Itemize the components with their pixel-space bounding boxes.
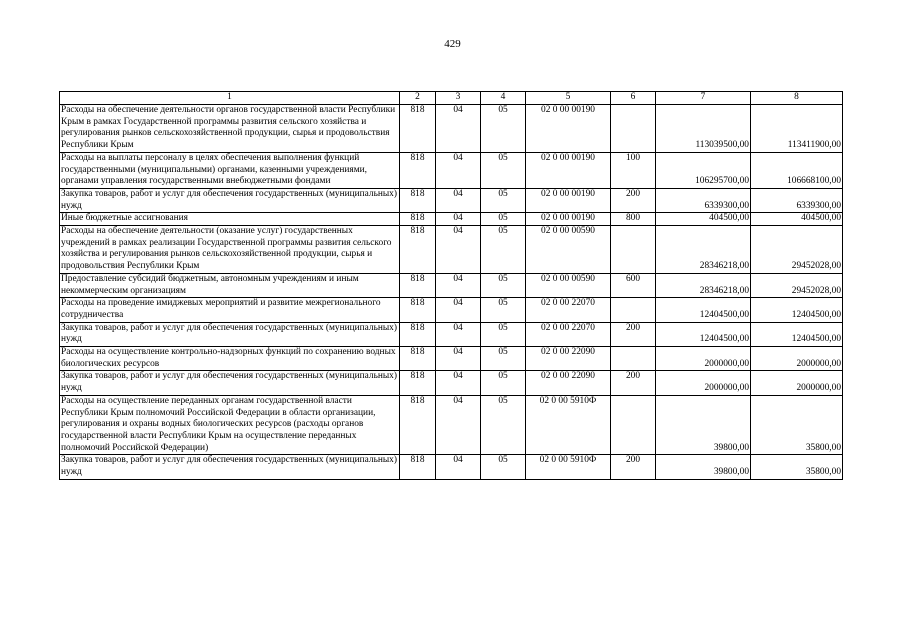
ministry-code: 818 [400,347,436,371]
amount-year-1: 113039500,00 [656,105,751,153]
expense-name: Расходы на осуществление контрольно-надзорных функций по сохранению водных биологических ресурсов [60,347,400,371]
table-row [60,395,843,455]
expense-type-code [611,347,656,371]
table-row [60,105,843,153]
ministry-code: 818 [400,152,436,188]
col-header-1: 1 [60,92,400,105]
section-code: 04 [436,213,481,226]
col-header-7: 7 [656,92,751,105]
target-article-code: 02 0 00 22090 [526,371,611,395]
target-article-code: 02 0 00 22070 [526,298,611,322]
col-header-6: 6 [611,92,656,105]
amount-year-2: 12404500,00 [751,298,843,322]
header-row [60,92,843,105]
section-code: 04 [436,226,481,274]
section-code: 04 [436,273,481,297]
table-row [60,213,843,226]
section-code: 04 [436,322,481,346]
expense-name: Закупка товаров, работ и услуг для обеспечения государственных (муниципальных) нужд [60,322,400,346]
amount-year-2: 113411900,00 [751,105,843,153]
amount-year-1: 2000000,00 [656,371,751,395]
subsection-code: 05 [481,105,526,153]
amount-year-1: 12404500,00 [656,298,751,322]
section-code: 04 [436,455,481,479]
amount-year-1: 28346218,00 [656,273,751,297]
ministry-code: 818 [400,213,436,226]
page-number: 429 [444,38,461,50]
expense-name: Расходы на обеспечение деятельности органов государственной власти Республики Крым в рамках Государственной программы развития сельского хозяйства и регулирования рынков сельскохозяйственной продукции, сырья и продовольствия Республики Крым [60,105,400,153]
ministry-code: 818 [400,371,436,395]
col-header-4: 4 [481,92,526,105]
section-code: 04 [436,105,481,153]
expense-type-code [611,226,656,274]
amount-year-2: 2000000,00 [751,371,843,395]
expense-name: Закупка товаров, работ и услуг для обеспечения государственных (муниципальных) нужд [60,188,400,212]
amount-year-2: 35800,00 [751,395,843,455]
section-code: 04 [436,188,481,212]
amount-year-1: 39800,00 [656,455,751,479]
section-code: 04 [436,371,481,395]
expense-type-code: 600 [611,273,656,297]
amount-year-1: 12404500,00 [656,322,751,346]
target-article-code: 02 0 00 22070 [526,322,611,346]
amount-year-2: 106668100,00 [751,152,843,188]
expense-type-code: 200 [611,371,656,395]
table-row [60,347,843,371]
target-article-code: 02 0 00 22090 [526,347,611,371]
target-article-code: 02 0 00 00190 [526,188,611,212]
col-header-2: 2 [400,92,436,105]
ministry-code: 818 [400,395,436,455]
amount-year-2: 404500,00 [751,213,843,226]
amount-year-2: 29452028,00 [751,273,843,297]
expense-type-code [611,298,656,322]
table-row [60,298,843,322]
expense-type-code [611,105,656,153]
amount-year-2: 29452028,00 [751,226,843,274]
col-header-5: 5 [526,92,611,105]
ministry-code: 818 [400,188,436,212]
subsection-code: 05 [481,298,526,322]
expense-type-code: 200 [611,188,656,212]
table-row [60,455,843,479]
expense-name: Иные бюджетные ассигнования [60,213,400,226]
ministry-code: 818 [400,273,436,297]
expense-name: Расходы на обеспечение деятельности (оказание услуг) государственных учреждений в рамках реализации Государственной программы развития сельского хозяйства и регулирования рынков сельскохозяйственной продукции, сырья и продовольствия Республики Крым [60,226,400,274]
table-row [60,273,843,297]
subsection-code: 05 [481,273,526,297]
target-article-code: 02 0 00 5910Ф [526,395,611,455]
amount-year-1: 404500,00 [656,213,751,226]
table-body [60,105,843,480]
subsection-code: 05 [481,371,526,395]
expense-name: Предоставление субсидий бюджетным, автономным учреждениям и иным некоммерческим организациям [60,273,400,297]
target-article-code: 02 0 00 00590 [526,273,611,297]
section-code: 04 [436,395,481,455]
amount-year-2: 2000000,00 [751,347,843,371]
subsection-code: 05 [481,226,526,274]
target-article-code: 02 0 00 5910Ф [526,455,611,479]
subsection-code: 05 [481,347,526,371]
expense-name: Закупка товаров, работ и услуг для обеспечения государственных (муниципальных) нужд [60,371,400,395]
expense-type-code: 100 [611,152,656,188]
target-article-code: 02 0 00 00190 [526,105,611,153]
ministry-code: 818 [400,298,436,322]
ministry-code: 818 [400,322,436,346]
expense-type-code: 800 [611,213,656,226]
target-article-code: 02 0 00 00590 [526,226,611,274]
amount-year-1: 39800,00 [656,395,751,455]
col-header-3: 3 [436,92,481,105]
expense-type-code: 200 [611,322,656,346]
subsection-code: 05 [481,395,526,455]
section-code: 04 [436,298,481,322]
table-row [60,322,843,346]
target-article-code: 02 0 00 00190 [526,152,611,188]
table-row [60,152,843,188]
amount-year-1: 106295700,00 [656,152,751,188]
ministry-code: 818 [400,455,436,479]
subsection-code: 05 [481,213,526,226]
col-header-8: 8 [751,92,843,105]
amount-year-1: 28346218,00 [656,226,751,274]
expense-name: Расходы на выплаты персоналу в целях обеспечения выполнения функций государственными (муниципальными) органами, казенными учреждениями, органами управления государственными внебюджетными фондами [60,152,400,188]
section-code: 04 [436,347,481,371]
budget-table [59,91,843,480]
expense-name: Расходы на осуществление переданных органам государственной власти Республики Крым полномочий Российской Федерации в области организации, регулирования и охраны водных биологических ресурсов (расходы органов государственной власти Республики Крым на осуществление переданных полномочий Российской Федерации) [60,395,400,455]
table-row [60,371,843,395]
subsection-code: 05 [481,322,526,346]
expense-name: Расходы на проведение имиджевых мероприятий и развитие межрегионального сотрудничества [60,298,400,322]
table-row [60,226,843,274]
subsection-code: 05 [481,455,526,479]
table-row [60,188,843,212]
amount-year-2: 6339300,00 [751,188,843,212]
section-code: 04 [436,152,481,188]
ministry-code: 818 [400,226,436,274]
target-article-code: 02 0 00 00190 [526,213,611,226]
ministry-code: 818 [400,105,436,153]
expense-name: Закупка товаров, работ и услуг для обеспечения государственных (муниципальных) нужд [60,455,400,479]
subsection-code: 05 [481,188,526,212]
expense-type-code [611,395,656,455]
amount-year-2: 35800,00 [751,455,843,479]
expense-type-code: 200 [611,455,656,479]
amount-year-2: 12404500,00 [751,322,843,346]
amount-year-1: 6339300,00 [656,188,751,212]
subsection-code: 05 [481,152,526,188]
amount-year-1: 2000000,00 [656,347,751,371]
